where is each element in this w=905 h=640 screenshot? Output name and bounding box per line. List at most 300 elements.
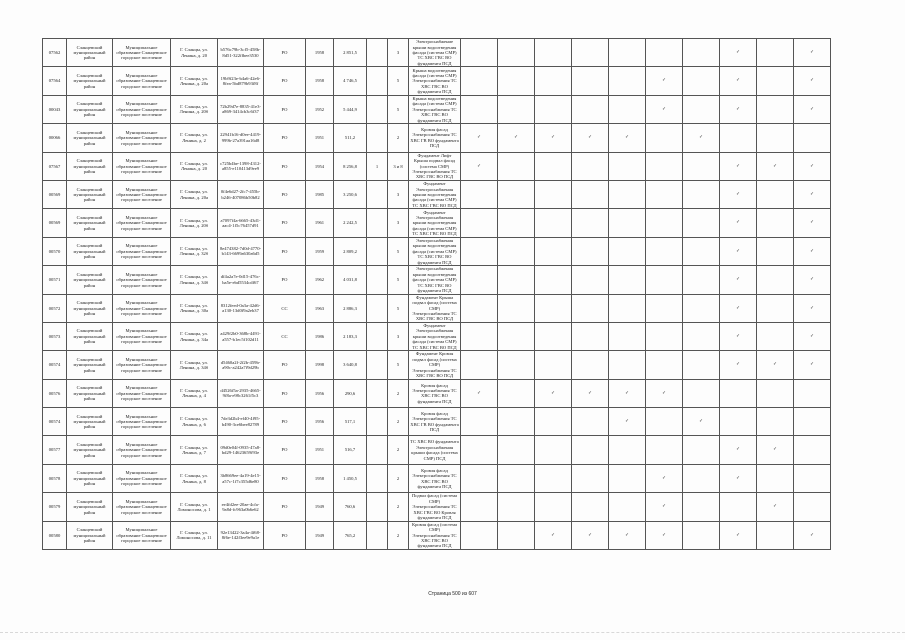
year-cell: 1963 <box>306 294 334 322</box>
area-cell: 3 640,8 <box>334 351 367 379</box>
area-cell: 2 242,5 <box>334 209 367 237</box>
works-cell: Кровля фасад Электроснабжения ТС ХВС ГВ ВО фундамента ПСД <box>409 408 461 436</box>
floors-cell <box>367 436 388 464</box>
area-cell: 4 031,8 <box>334 266 367 294</box>
work-check-cell <box>461 436 498 464</box>
district-cell: Сланцевский муниципальный район <box>67 379 113 407</box>
check-mark-icon: ✓ <box>810 532 814 538</box>
works-cell: Электроснабжения крыши водоотведения фасада (система СМР) ТС ХВС ГВС ВО фундамента ПСД <box>409 237 461 265</box>
works-cell: Крыша водоотведения фасада (система СМР) Электроснабжения ТС ХВС ГВС ВО фундамента ПСД <box>409 67 461 95</box>
works-cell: Фундамент Электроснабжения крыши водоотведения фасада (система СМР) ТС ХВС ГВС ВО ПСД <box>409 322 461 350</box>
area-cell: 760,6 <box>334 493 367 521</box>
check-mark-icon: ✓ <box>625 135 629 141</box>
district-cell: Сланцевский муниципальный район <box>67 351 113 379</box>
work-check-cell <box>461 351 498 379</box>
works-cell: Фундамент Электроснабжения крыши водоотведения фасада (система СМР) ТС ХВС ГВС ВО ПСД <box>409 209 461 237</box>
work-check-cell <box>683 237 720 265</box>
stories-cell: 2 <box>388 379 409 407</box>
work-check-cell <box>609 152 646 180</box>
table-body <box>43 39 831 550</box>
district-cell: Сланцевский муниципальный район <box>67 294 113 322</box>
stories-cell: 5 <box>388 294 409 322</box>
row-id: 00570 <box>43 237 67 265</box>
work-check-cell <box>609 464 646 492</box>
work-check-cell <box>535 95 572 123</box>
stories-cell: 5 <box>388 351 409 379</box>
check-mark-icon: ✓ <box>810 78 814 84</box>
check-mark-icon: ✓ <box>588 135 592 141</box>
fund-form-cell: РО <box>264 180 306 208</box>
work-check-cell <box>794 209 831 237</box>
stories-cell: 2 <box>388 493 409 521</box>
settlement-cell: Муниципальное образование Сланцевское городское поселение <box>113 39 171 67</box>
stories-cell: 3 <box>388 209 409 237</box>
check-mark-icon: ✓ <box>699 135 703 141</box>
table-row <box>43 180 831 208</box>
district-cell: Сланцевский муниципальный район <box>67 152 113 180</box>
work-check-cell <box>609 322 646 350</box>
check-mark-icon: ✓ <box>736 248 740 254</box>
work-check-cell <box>461 95 498 123</box>
work-check-cell <box>646 266 683 294</box>
year-cell: 1962 <box>306 266 334 294</box>
check-mark-icon: ✓ <box>810 191 814 197</box>
work-check-cell <box>535 493 572 521</box>
work-check-cell <box>720 237 757 265</box>
work-check-cell <box>794 436 831 464</box>
work-check-cell <box>498 124 535 152</box>
row-id: 00066 <box>43 124 67 152</box>
check-mark-icon: ✓ <box>736 475 740 481</box>
work-check-cell <box>757 436 794 464</box>
district-cell: Сланцевский муниципальный район <box>67 95 113 123</box>
work-check-cell <box>757 209 794 237</box>
work-check-cell <box>794 493 831 521</box>
floors-cell: 1 <box>367 152 388 180</box>
work-check-cell <box>609 95 646 123</box>
work-check-cell <box>461 379 498 407</box>
table-row <box>43 124 831 152</box>
work-check-cell <box>720 39 757 67</box>
district-cell: Сланцевский муниципальный район <box>67 436 113 464</box>
stories-cell: 5 <box>388 237 409 265</box>
row-id: 00574 <box>43 351 67 379</box>
year-cell: 1998 <box>306 351 334 379</box>
table-row <box>43 408 831 436</box>
house-code-cell: 22941b16-d0ee-4419-999b-27a391aa16d8 <box>218 124 264 152</box>
work-check-cell <box>498 493 535 521</box>
area-cell: 4 746,5 <box>334 67 367 95</box>
check-mark-icon: ✓ <box>662 390 666 396</box>
floors-cell <box>367 322 388 350</box>
work-check-cell <box>683 493 720 521</box>
address-cell: Г. Сланцы, ул. Ленина, д. 20а <box>171 180 218 208</box>
district-cell: Сланцевский муниципальный район <box>67 237 113 265</box>
address-cell: Г. Сланцы, ул. Ленина, д. 7 <box>171 436 218 464</box>
check-mark-icon: ✓ <box>477 135 481 141</box>
settlement-cell: Муниципальное образование Сланцевское городское поселение <box>113 521 171 549</box>
work-check-cell <box>572 209 609 237</box>
year-cell: 1985 <box>306 180 334 208</box>
work-check-cell <box>757 180 794 208</box>
fund-form-cell: РО <box>264 436 306 464</box>
work-check-cell <box>794 408 831 436</box>
stories-cell: 3 и 8 <box>388 152 409 180</box>
year-cell: 1949 <box>306 493 334 521</box>
settlement-cell: Муниципальное образование Сланцевское городское поселение <box>113 379 171 407</box>
work-check-cell <box>794 266 831 294</box>
page-footer: Страница 500 из 607 <box>428 591 477 597</box>
work-check-cell <box>461 464 498 492</box>
settlement-cell: Муниципальное образование Сланцевское городское поселение <box>113 237 171 265</box>
check-mark-icon: ✓ <box>810 220 814 226</box>
work-check-cell <box>498 464 535 492</box>
works-cell: Подвал фасад (система СМР) Электроснабжения ТС ХВС ГВС ВО Кровля фундамента ПСД <box>409 493 461 521</box>
year-cell: 1959 <box>306 237 334 265</box>
check-mark-icon: ✓ <box>736 333 740 339</box>
fund-form-cell: РО <box>264 209 306 237</box>
work-check-cell <box>646 95 683 123</box>
work-check-cell <box>461 152 498 180</box>
year-cell: 1949 <box>306 521 334 549</box>
work-check-cell <box>646 493 683 521</box>
work-check-cell <box>720 436 757 464</box>
check-mark-icon: ✓ <box>625 390 629 396</box>
settlement-cell: Муниципальное образование Сланцевское городское поселение <box>113 464 171 492</box>
fund-form-cell: РО <box>264 351 306 379</box>
year-cell: 1956 <box>306 379 334 407</box>
row-id: 07562 <box>43 39 67 67</box>
area-cell: 290,6 <box>334 379 367 407</box>
fund-form-cell: РО <box>264 124 306 152</box>
settlement-cell: Муниципальное образование Сланцевское городское поселение <box>113 180 171 208</box>
work-check-cell <box>757 39 794 67</box>
work-check-cell <box>498 209 535 237</box>
fund-form-cell: РО <box>264 39 306 67</box>
check-mark-icon: ✓ <box>551 390 555 396</box>
works-cell: Крыша водоотведения фасада (система СМР) Электроснабжения ТС ХВС ГВС ВО фундамента ПСД <box>409 95 461 123</box>
check-mark-icon: ✓ <box>551 532 555 538</box>
work-check-cell <box>535 464 572 492</box>
work-check-cell <box>683 67 720 95</box>
district-cell: Сланцевский муниципальный район <box>67 493 113 521</box>
address-cell: Г. Сланцы, ул. Ленина, д. 30а <box>171 294 218 322</box>
fund-form-cell: РО <box>264 493 306 521</box>
row-id: 00573 <box>43 322 67 350</box>
year-cell: 1958 <box>306 464 334 492</box>
check-mark-icon: ✓ <box>662 504 666 510</box>
work-check-cell <box>683 351 720 379</box>
settlement-cell: Муниципальное образование Сланцевское городское поселение <box>113 436 171 464</box>
row-id: 07564 <box>43 67 67 95</box>
work-check-cell <box>720 152 757 180</box>
fund-form-cell: РО <box>264 237 306 265</box>
house-code-cell: a429f2b0-368b-4491-a557-b1ec5f102d11 <box>218 322 264 350</box>
table-row <box>43 493 831 521</box>
address-cell: Г. Сланцы, ул. Ломоносова, д. 11 <box>171 521 218 549</box>
settlement-cell: Муниципальное образование Сланцевское городское поселение <box>113 322 171 350</box>
work-check-cell <box>609 521 646 549</box>
work-check-cell <box>572 95 609 123</box>
stories-cell: 5 <box>388 95 409 123</box>
work-check-cell <box>572 266 609 294</box>
year-cell: 1951 <box>306 436 334 464</box>
year-cell: 1952 <box>306 95 334 123</box>
work-check-cell <box>720 294 757 322</box>
work-check-cell <box>757 408 794 436</box>
row-id: 00571 <box>43 266 67 294</box>
work-check-cell <box>535 39 572 67</box>
check-mark-icon: ✓ <box>736 78 740 84</box>
fund-form-cell: РО <box>264 408 306 436</box>
address-cell: Г. Сланцы, ул. Ленина, д. 8 <box>171 464 218 492</box>
work-check-cell <box>683 322 720 350</box>
work-check-cell <box>609 351 646 379</box>
work-check-cell <box>757 493 794 521</box>
works-cell: Фундамент Лифт Крыша подвал фасад (система СМР) Электроснабжения ТС ХВС ГВС ВО ПСД <box>409 152 461 180</box>
work-check-cell <box>461 237 498 265</box>
fund-form-cell: РО <box>264 379 306 407</box>
area-cell: 2 809,2 <box>334 237 367 265</box>
work-check-cell <box>535 322 572 350</box>
stories-cell: 2 <box>388 464 409 492</box>
work-check-cell <box>646 464 683 492</box>
work-check-cell <box>646 124 683 152</box>
row-id: 00572 <box>43 294 67 322</box>
year-cell: 1956 <box>306 408 334 436</box>
year-cell: 1986 <box>306 322 334 350</box>
settlement-cell: Муниципальное образование Сланцевское городское поселение <box>113 493 171 521</box>
fund-form-cell: РО <box>264 152 306 180</box>
fund-form-cell: РО <box>264 464 306 492</box>
work-check-cell <box>535 436 572 464</box>
work-check-cell <box>498 95 535 123</box>
check-mark-icon: ✓ <box>810 163 814 169</box>
stories-cell: 2 <box>388 124 409 152</box>
work-check-cell <box>609 379 646 407</box>
works-cell: Электроснабжения крыши водоотведения фасада (система СМР) ТС ХВС ГВС ВО фундамента ПСД <box>409 266 461 294</box>
house-code-cell: 8312feed-0a3a-42d6-a130-13d0f9a2eb37 <box>218 294 264 322</box>
work-check-cell <box>683 464 720 492</box>
work-check-cell <box>683 180 720 208</box>
work-check-cell <box>535 351 572 379</box>
area-cell: 5 444,9 <box>334 95 367 123</box>
work-check-cell <box>572 436 609 464</box>
district-cell: Сланцевский муниципальный район <box>67 266 113 294</box>
district-cell: Сланцевский муниципальный район <box>67 209 113 237</box>
address-cell: Г. Сланцы, ул. Ленина, д. 4 <box>171 379 218 407</box>
floors-cell <box>367 294 388 322</box>
district-cell: Сланцевский муниципальный район <box>67 180 113 208</box>
floors-cell <box>367 39 388 67</box>
work-check-cell <box>498 180 535 208</box>
floors-cell <box>367 521 388 549</box>
check-mark-icon: ✓ <box>625 419 629 425</box>
house-code-cell: d5460a2f-2f2b-459b-a90c-a242a7f9d29b <box>218 351 264 379</box>
stories-cell: 2 <box>388 521 409 549</box>
work-check-cell <box>720 180 757 208</box>
check-mark-icon: ✓ <box>773 447 777 453</box>
check-mark-icon: ✓ <box>736 362 740 368</box>
district-cell: Сланцевский муниципальный район <box>67 67 113 95</box>
work-check-cell <box>646 322 683 350</box>
work-check-cell <box>572 322 609 350</box>
year-cell: 1951 <box>306 124 334 152</box>
check-mark-icon: ✓ <box>810 248 814 254</box>
work-check-cell <box>461 124 498 152</box>
address-cell: Г. Сланцы, ул. Ленина, д. 34а <box>171 322 218 350</box>
work-check-cell <box>572 180 609 208</box>
work-check-cell <box>794 379 831 407</box>
works-cell: Кровля фасад Электроснабжения ТС ХВС ГВС ВО фундамента ПСД <box>409 379 461 407</box>
settlement-cell: Муниципальное образование Сланцевское городское поселение <box>113 351 171 379</box>
work-check-cell <box>461 266 498 294</box>
check-mark-icon: ✓ <box>810 49 814 55</box>
check-mark-icon: ✓ <box>736 49 740 55</box>
house-code-cell: d4526f5a-2935-4665-9f8a-e98c3261f5c3 <box>218 379 264 407</box>
stories-cell: 5 <box>388 67 409 95</box>
settlement-cell: Муниципальное образование Сланцевское городское поселение <box>113 209 171 237</box>
area-cell: 517,1 <box>334 408 367 436</box>
work-check-cell <box>683 95 720 123</box>
work-check-cell <box>720 351 757 379</box>
table-row <box>43 209 831 237</box>
work-check-cell <box>498 67 535 95</box>
work-check-cell <box>683 408 720 436</box>
settlement-cell: Муниципальное образование Сланцевское городское поселение <box>113 152 171 180</box>
fund-form-cell: РО <box>264 266 306 294</box>
work-check-cell <box>757 152 794 180</box>
district-cell: Сланцевский муниципальный район <box>67 408 113 436</box>
work-check-cell <box>609 408 646 436</box>
work-check-cell <box>683 521 720 549</box>
check-mark-icon: ✓ <box>699 419 703 425</box>
floors-cell <box>367 379 388 407</box>
work-check-cell <box>535 237 572 265</box>
fund-form-cell: РО <box>264 95 306 123</box>
check-mark-icon: ✓ <box>662 532 666 538</box>
work-check-cell <box>461 180 498 208</box>
work-check-cell <box>609 237 646 265</box>
work-check-cell <box>461 408 498 436</box>
address-cell: Г. Сланцы, ул. Ленина, д. 20б <box>171 209 218 237</box>
check-mark-icon: ✓ <box>810 362 814 368</box>
check-mark-icon: ✓ <box>662 106 666 112</box>
work-check-cell <box>572 351 609 379</box>
work-check-cell <box>609 209 646 237</box>
capital-repair-table <box>42 38 831 550</box>
row-id: 00580 <box>43 521 67 549</box>
work-check-cell <box>646 237 683 265</box>
row-id: 00579 <box>43 493 67 521</box>
house-code-cell: 09d0e04f-0935-47a8-bd29-14623659f93e <box>218 436 264 464</box>
work-check-cell <box>609 180 646 208</box>
work-check-cell <box>461 521 498 549</box>
check-mark-icon: ✓ <box>588 390 592 396</box>
work-check-cell <box>535 67 572 95</box>
floors-cell <box>367 493 388 521</box>
work-check-cell <box>646 351 683 379</box>
work-check-cell <box>720 209 757 237</box>
scan-edge-line <box>0 632 905 634</box>
settlement-cell: Муниципальное образование Сланцевское городское поселение <box>113 95 171 123</box>
stories-cell: 5 <box>388 266 409 294</box>
work-check-cell <box>794 464 831 492</box>
house-code-cell: 0f4e6d27-2fc7-455b-b246-407086b50b82 <box>218 180 264 208</box>
house-code-cell: b576c79b-3cf5-458b-8d51-322ffbee3530 <box>218 39 264 67</box>
work-check-cell <box>461 209 498 237</box>
work-check-cell <box>757 322 794 350</box>
settlement-cell: Муниципальное образование Сланцевское городское поселение <box>113 266 171 294</box>
work-check-cell <box>572 521 609 549</box>
check-mark-icon: ✓ <box>625 532 629 538</box>
row-id: 00577 <box>43 436 67 464</box>
work-check-cell <box>572 294 609 322</box>
area-cell: 2 886,3 <box>334 294 367 322</box>
stories-cell: 3 <box>388 322 409 350</box>
table-row <box>43 67 831 95</box>
work-check-cell <box>535 408 572 436</box>
work-check-cell <box>720 521 757 549</box>
house-code-cell: 3b8669ee-4a19-4e15-a57c-1f7c355d6e80 <box>218 464 264 492</box>
floors-cell <box>367 124 388 152</box>
work-check-cell <box>646 180 683 208</box>
work-check-cell <box>609 294 646 322</box>
check-mark-icon: ✓ <box>736 163 740 169</box>
work-check-cell <box>794 152 831 180</box>
district-cell: Сланцевский муниципальный район <box>67 39 113 67</box>
work-check-cell <box>646 67 683 95</box>
floors-cell <box>367 266 388 294</box>
work-check-cell <box>498 408 535 436</box>
floors-cell <box>367 237 388 265</box>
work-check-cell <box>609 266 646 294</box>
work-check-cell <box>498 294 535 322</box>
work-check-cell <box>498 436 535 464</box>
check-mark-icon: ✓ <box>477 390 481 396</box>
work-check-cell <box>794 294 831 322</box>
row-id: 00569 <box>43 209 67 237</box>
check-mark-icon: ✓ <box>810 277 814 283</box>
area-cell: 8 256,8 <box>334 152 367 180</box>
work-check-cell <box>535 180 572 208</box>
work-check-cell <box>535 521 572 549</box>
fund-form-cell: СС <box>264 322 306 350</box>
floors-cell <box>367 464 388 492</box>
check-mark-icon: ✓ <box>662 475 666 481</box>
work-check-cell <box>535 379 572 407</box>
work-check-cell <box>498 39 535 67</box>
work-check-cell <box>757 237 794 265</box>
work-check-cell <box>646 294 683 322</box>
row-id: 00578 <box>43 464 67 492</box>
work-check-cell <box>572 237 609 265</box>
row-id: 00043 <box>43 95 67 123</box>
table-row <box>43 39 831 67</box>
fund-form-cell: СС <box>264 294 306 322</box>
work-check-cell <box>646 152 683 180</box>
works-cell: Кровля фасад Электроснабжения ТС ХВС ГВС ВО фундамента ПСД <box>409 464 461 492</box>
floors-cell <box>367 209 388 237</box>
work-check-cell <box>535 124 572 152</box>
work-check-cell <box>757 266 794 294</box>
work-check-cell <box>794 95 831 123</box>
work-check-cell <box>720 266 757 294</box>
work-check-cell <box>683 436 720 464</box>
stories-cell: 2 <box>388 408 409 436</box>
year-cell: 1958 <box>306 39 334 67</box>
stories-cell: 3 <box>388 180 409 208</box>
